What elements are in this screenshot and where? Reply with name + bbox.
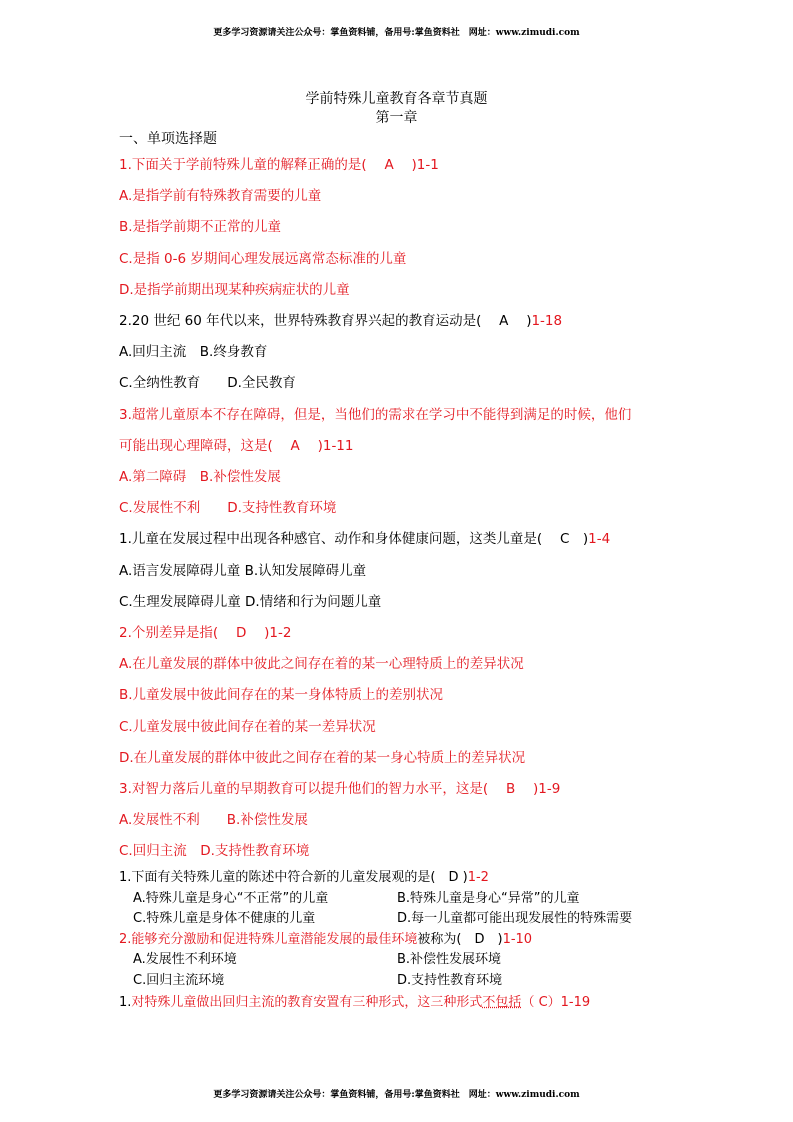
section-heading: 一、单项选择题 [119, 131, 217, 147]
question-line: B.是指学前期不正常的儿童 [119, 219, 282, 236]
page-header: 更多学习资源请关注公众号：掌鱼资料铺，备用号:掌鱼资料社 网址：www.zimudi.com [213, 28, 580, 38]
question-line: C.儿童发展中彼此间存在着的某一差异状况 [119, 718, 376, 735]
option: D.支持性教育环境 [397, 973, 503, 988]
chapter-title: 第一章 [375, 110, 418, 126]
question-line: A.发展性不利 B.补偿性发展 [119, 812, 308, 829]
question-line: B.儿童发展中彼此间存在的某一身体特质上的差别状况 [119, 687, 444, 704]
option: A.发展性不利环境 [133, 952, 237, 967]
option: B.补偿性发展环境 [397, 952, 502, 967]
option: A.特殊儿童是身心“不正常”的儿童 [133, 891, 329, 906]
question-line: 1.下面有关特殊儿童的陈述中符合新的儿童发展观的是( D )1-2 [119, 870, 489, 885]
question-line: A.第二障碍 B.补偿性发展 [119, 469, 281, 485]
question-line: C.回归主流 D.支持性教育环境 [119, 843, 310, 860]
question-line: A.语言发展障碍儿童 B.认知发展障碍儿童 [119, 562, 367, 579]
question-line: 2.个别差异是指( D )1-2 [119, 625, 292, 641]
question-line: 1.对特殊儿童做出回归主流的教育安置有三种形式，这三种形式不包括（ C）1-19 [119, 995, 591, 1010]
option: C.特殊儿童是身体不健康的儿童 [133, 911, 316, 926]
question-line: 可能出现心理障碍，这是( A )1-11 [119, 437, 354, 454]
question-line: 1.下面关于学前特殊儿童的解释正确的是( A )1-1 [119, 157, 439, 173]
question-line: C.生理发展障碍儿童 D.情绪和行为问题儿童 [119, 593, 382, 610]
question-line: 3.超常儿童原本不存在障碍，但是，当他们的需求在学习中不能得到满足的时候，他们 [119, 406, 632, 423]
question-line: A.回归主流 B.终身教育 [119, 344, 268, 361]
question-line: D.在儿童发展的群体中彼此之间存在着的某一身心特质上的差异状况 [119, 749, 526, 766]
option: B.特殊儿童是身心“异常”的儿童 [397, 891, 580, 906]
question-line: C.发展性不利 D.支持性教育环境 [119, 500, 337, 517]
page-footer: 更多学习资源请关注公众号：掌鱼资料铺，备用号:掌鱼资料社 网址：www.zimudi.com [213, 1090, 580, 1100]
option: C.回归主流环境 [133, 973, 225, 988]
question-line: D.是指学前期出现某种疾病症状的儿童 [119, 281, 350, 298]
question-line: 2.20 世纪 60 年代以来，世界特殊教育界兴起的教育运动是( A )1-18 [119, 313, 563, 329]
question-line: C.全纳性教育 D.全民教育 [119, 375, 296, 392]
option: D.每一儿童都可能出现发展性的特殊需要 [397, 911, 633, 926]
question-line: 3.对智力落后儿童的早期教育可以提升他们的智力水平，这是( B )1-9 [119, 781, 561, 797]
question-line: 2.能够充分激励和促进特殊儿童潜能发展的最佳环境被称为( D )1-10 [119, 932, 533, 947]
question-line: A.在儿童发展的群体中彼此之间存在着的某一心理特质上的差异状况 [119, 656, 524, 673]
question-line: A.是指学前有特殊教育需要的儿童 [119, 188, 322, 205]
question-line: C.是指 0-6 岁期间心理发展远离常态标准的儿童 [119, 250, 407, 267]
question-line: 1.儿童在发展过程中出现各种感官、动作和身体健康问题，这类儿童是( C )1-4 [119, 531, 611, 548]
document-title: 学前特殊儿童教育各章节真题 [305, 91, 488, 107]
